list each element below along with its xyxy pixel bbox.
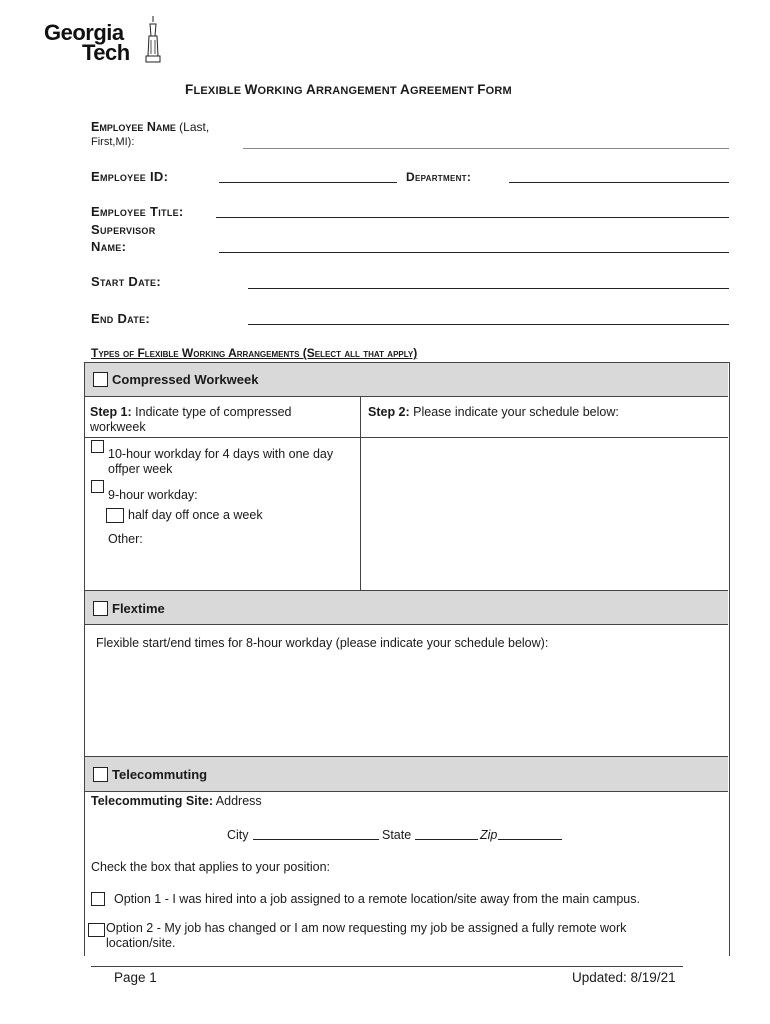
- flextime-text: Flexible start/end times for 8-hour workday (please indicate your schedule below):: [96, 636, 549, 650]
- compressed-column-divider: [360, 396, 361, 590]
- end-date-field[interactable]: [248, 324, 729, 325]
- option-10-hour-checkbox[interactable]: [91, 440, 104, 453]
- option-9-hour-checkbox[interactable]: [91, 480, 104, 493]
- step1-text: Step 1: Indicate type of compressed workweek: [90, 405, 292, 434]
- other-text: Other:: [108, 532, 143, 546]
- form-title: FLEXIBLE WORKING ARRANGEMENT AGREEMENT FORM: [185, 82, 512, 97]
- employee-id-label: Employee ID:: [91, 169, 169, 184]
- option1-text: Option 1 - I was hired into a job assigned to a remote location/site away from the main campus.: [114, 892, 640, 906]
- department-field[interactable]: [509, 182, 729, 183]
- employee-title-label: Employee Title:: [91, 204, 184, 219]
- employee-name-field[interactable]: [243, 148, 729, 149]
- end-date-label: End Date:: [91, 311, 151, 326]
- check-instructions: Check the box that applies to your position:: [91, 860, 331, 874]
- telecommuting-checkbox[interactable]: [93, 767, 108, 782]
- city-field[interactable]: [253, 839, 379, 840]
- flextime-title: Flextime: [112, 601, 165, 616]
- step2-text: Step 2: Please indicate your schedule below:: [368, 405, 619, 419]
- state-field[interactable]: [415, 839, 478, 840]
- half-day-text: half day off once a week: [128, 508, 263, 522]
- updated-date: Updated: 8/19/21: [572, 970, 676, 985]
- option2-checkbox[interactable]: [88, 923, 105, 937]
- supervisor-name-field[interactable]: [219, 252, 729, 253]
- supervisor-name-label: Supervisor Name:: [91, 222, 156, 254]
- telecommuting-site: Telecommuting Site: Address: [91, 794, 262, 808]
- department-label: Department:: [406, 170, 472, 184]
- step-row-divider: [85, 437, 728, 438]
- compressed-workweek-checkbox[interactable]: [93, 372, 108, 387]
- flextime-header: [85, 590, 728, 625]
- state-label: State: [382, 828, 412, 842]
- city-label: City: [227, 828, 249, 842]
- zip-field[interactable]: [498, 839, 562, 840]
- zip-label: Zip: [480, 828, 498, 842]
- half-day-checkbox[interactable]: [106, 508, 124, 523]
- option2-text: Option 2 - My job has changed or I am now requesting my job be assigned a fully remote work location/site.: [106, 921, 627, 950]
- tower-icon: [144, 16, 162, 64]
- logo-text-tech: Tech: [82, 40, 130, 65]
- telecommuting-title: Telecommuting: [112, 767, 208, 782]
- option1-checkbox[interactable]: [91, 892, 105, 906]
- start-date-field[interactable]: [248, 288, 729, 289]
- employee-title-field[interactable]: [216, 217, 729, 218]
- page-number: Page 1: [114, 970, 157, 985]
- georgia-tech-logo: [44, 20, 174, 70]
- flextime-checkbox[interactable]: [93, 601, 108, 616]
- logo-text-georgia: Georgia: [44, 20, 124, 45]
- compressed-workweek-title: Compressed Workweek: [112, 372, 259, 387]
- footer-rule: [91, 966, 683, 967]
- option-9-hour-text: 9-hour workday:: [108, 488, 198, 502]
- types-heading: Types of Flexible Working Arrangements (Select all that apply): [91, 346, 418, 360]
- option-10-hour-text: 10-hour workday for 4 days with one day offper week: [108, 447, 334, 476]
- employee-id-field[interactable]: [219, 182, 397, 183]
- start-date-label: Start Date:: [91, 274, 161, 289]
- employee-name-label: Employee Name (Last, First,MI):: [91, 120, 210, 148]
